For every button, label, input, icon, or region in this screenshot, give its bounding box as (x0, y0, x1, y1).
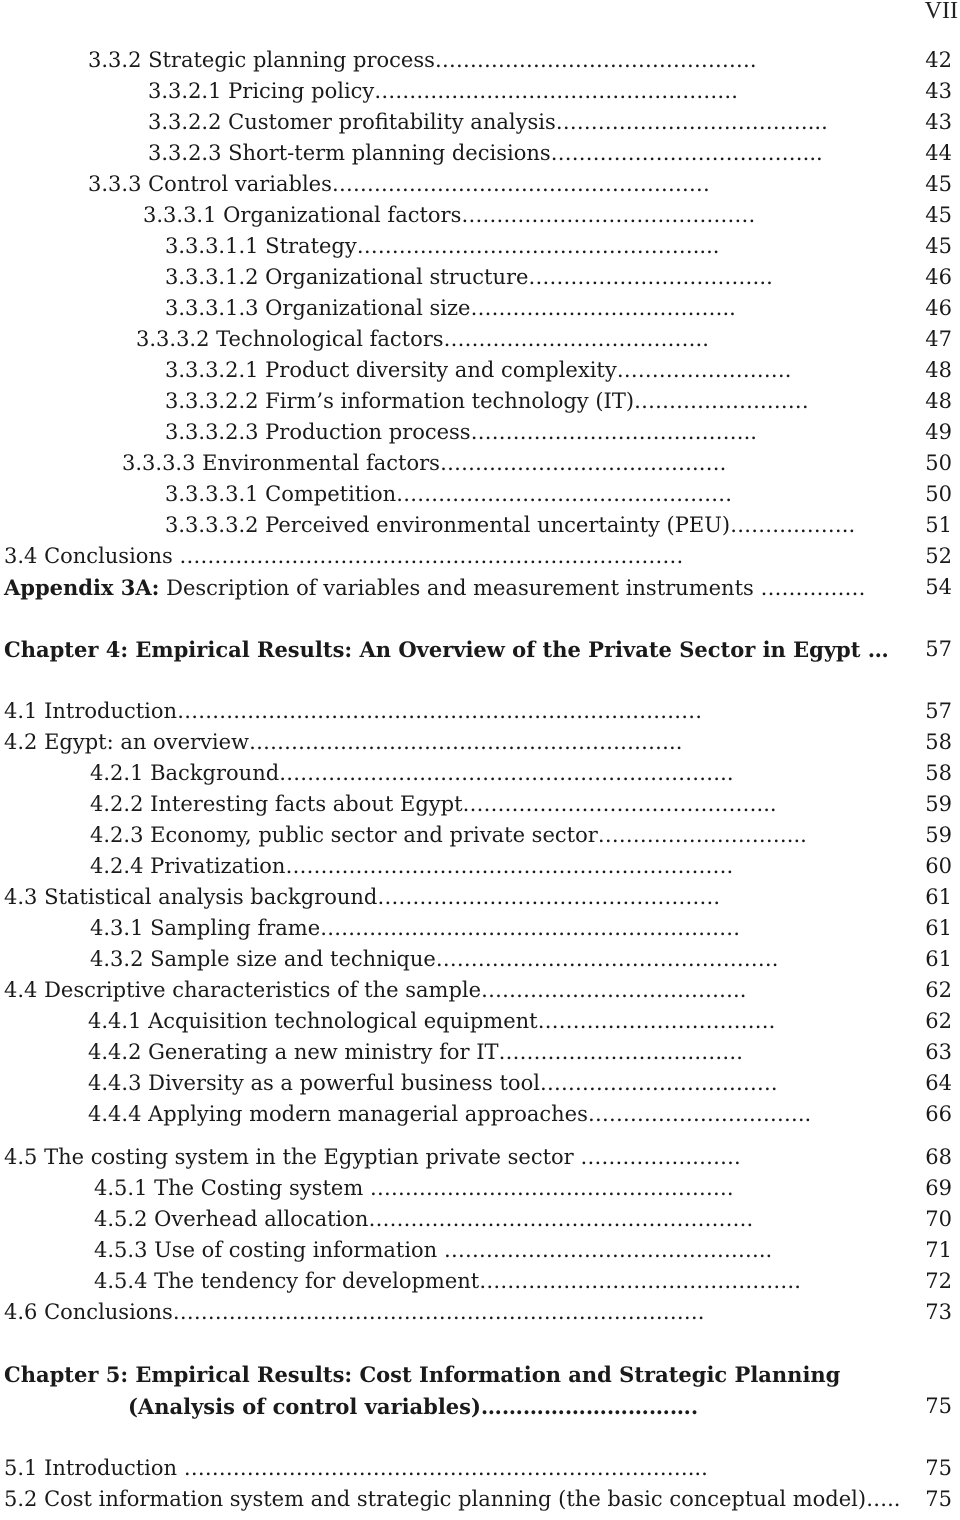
toc-entry-page: 62 (925, 978, 952, 1002)
toc-entry-page: 71 (925, 1238, 952, 1262)
toc-entry-page: 49 (925, 420, 952, 444)
toc-entry (0, 200, 960, 231)
toc-entry-page: 46 (925, 296, 952, 320)
toc-entry (0, 820, 960, 851)
toc-entry-title: 4.1 Introduction………………………………………………………………… (4, 699, 703, 723)
toc-entry (0, 386, 960, 417)
toc-entry (0, 975, 960, 1006)
toc-entry-title: 3.3.3.2.1 Product diversity and complexity……………………. (165, 358, 792, 382)
toc-entry-page: 75 (925, 1487, 952, 1511)
toc-entry-page: 64 (925, 1071, 952, 1095)
toc-entry-title: Chapter 5: Empirical Results: Cost Information and Strategic Planning (4, 1362, 841, 1387)
toc-entry (0, 851, 960, 882)
toc-entry-title: 3.3.3 Control variables……………………………………………… (88, 172, 710, 196)
toc-entry-title: 4.6 Conclusions…………………………………………………………………. (4, 1300, 705, 1324)
toc-entry (0, 1235, 960, 1266)
toc-entry (0, 1173, 960, 1204)
toc-entry-page: 62 (925, 1009, 952, 1033)
toc-entry (0, 696, 960, 727)
toc-entry-page: 68 (925, 1145, 952, 1169)
toc-entry-title: 3.3.3.3.1 Competition………………………………………… (165, 482, 733, 506)
toc-entry-page: 69 (925, 1176, 952, 1200)
toc-entry-page: 70 (925, 1207, 952, 1231)
toc-entry-title (4, 572, 865, 604)
toc-entry-title: 3.3.3.1.1 Strategy………………………………………….... (165, 234, 720, 258)
toc-entry-title: 4.5.2 Overhead allocation………………………………………………. (94, 1207, 754, 1231)
toc-entry-title: 4.4.3 Diversity as a powerful business tool……………………………. (88, 1071, 778, 1095)
toc-entry (0, 727, 960, 758)
toc-entry-page: 46 (925, 265, 952, 289)
toc-entry-page: 58 (925, 730, 952, 754)
toc-entry-page: 61 (925, 885, 952, 909)
toc-entry-title: Chapter 4: Empirical Results: An Overview of the Private Sector in Egypt … (4, 637, 889, 662)
toc-entry-title: 4.2.2 Interesting facts about Egypt……………………………………... (90, 792, 777, 816)
toc-entry-page: 45 (925, 234, 952, 258)
toc-entry (0, 1297, 960, 1328)
toc-entry-page: 63 (925, 1040, 952, 1064)
toc-entry (0, 1204, 960, 1235)
toc-entry (0, 1453, 960, 1484)
toc-chapter-heading (0, 634, 960, 665)
toc-entry-page: 43 (925, 110, 952, 134)
toc-entry-title: 3.3.3.2.2 Firm’s information technology (IT)……………….…… (165, 389, 809, 413)
toc-entry (0, 262, 960, 293)
toc-entry-title: 4.3.1 Sampling frame…………………………………………………… (90, 916, 741, 940)
toc-entry-title: 3.3.3.2 Technological factors……………………………….. (136, 327, 709, 351)
toc-entry-page: 50 (925, 482, 952, 506)
toc-entry-title: 3.3.2 Strategic planning process………………………………………. (88, 48, 757, 72)
toc-entry-page: 73 (925, 1300, 952, 1324)
toc-entry-page: 66 (925, 1102, 952, 1126)
toc-entry-page: 58 (925, 761, 952, 785)
toc-entry (0, 1099, 960, 1130)
toc-entry (0, 541, 960, 572)
toc-entry-title: 4.2.1 Background……………………………………………………….. (90, 761, 734, 785)
toc-entry (0, 1037, 960, 1068)
toc-entry (0, 479, 960, 510)
toc-entry-title: 3.3.3.1.3 Organizational size……………………………….. (165, 296, 736, 320)
toc-chapter-heading-cont (0, 1391, 960, 1422)
toc-entry (0, 417, 960, 448)
toc-entry-title: 5.2 Cost information system and strategic planning (the basic conceptual model)….. (4, 1487, 901, 1511)
toc-entry-page: 52 (925, 544, 952, 568)
toc-entry (0, 1142, 960, 1173)
appendix-label: Appendix 3A: (4, 575, 160, 600)
toc-entry-page: 57 (925, 699, 952, 723)
toc-entry-page: 44 (925, 141, 952, 165)
toc-entry-page: 75 (925, 1394, 952, 1418)
toc-entry-page: 61 (925, 916, 952, 940)
toc-entry-page: 60 (925, 854, 952, 878)
toc-entry-page: 75 (925, 1456, 952, 1480)
toc-entry (0, 138, 960, 169)
toc-entry-title: 5.1 Introduction ………………………………………………………………... (4, 1456, 708, 1480)
toc-entry (0, 448, 960, 479)
toc-entry-title: 3.4 Conclusions ……………………………………………………………… (4, 544, 684, 568)
toc-entry-page: 51 (925, 513, 952, 537)
toc-entry-title: 4.4.4 Applying modern managerial approaches………………………….. (88, 1102, 812, 1126)
toc-entry-page: 48 (925, 358, 952, 382)
toc-entry-page: 48 (925, 389, 952, 413)
toc-entry (0, 1068, 960, 1099)
toc-entry-title: 4.3.2 Sample size and technique…………………………………………. (90, 947, 779, 971)
toc-entry-title: 4.5 The costing system in the Egyptian private sector …………….……. (4, 1145, 741, 1169)
toc-entry-page: 59 (925, 792, 952, 816)
toc-entry (0, 758, 960, 789)
toc-entry-title: 4.2 Egypt: an overview…………………………………………………….. (4, 730, 683, 754)
toc-entry (0, 944, 960, 975)
toc-entry-title: 4.5.4 The tendency for development………………………………………. (94, 1269, 801, 1293)
toc-entry-title: 4.4.2 Generating a new ministry for IT……………………….……. (88, 1040, 743, 1064)
toc-entry (0, 231, 960, 262)
toc-entry-title: 4.4 Descriptive characteristics of the sample……………………………….. (4, 978, 747, 1002)
toc-entry-title: 3.3.3.1 Organizational factors…………………………………… (143, 203, 756, 227)
toc-entry (0, 913, 960, 944)
toc-entry-page: 59 (925, 823, 952, 847)
toc-entry-title: 3.3.3.2.3 Production process………………………………….. (165, 420, 757, 444)
toc-entry (0, 882, 960, 913)
toc-entry-title: 4.5.3 Use of costing information ……………………………………….. (94, 1238, 773, 1262)
toc-entry (0, 76, 960, 107)
toc-entry-page: 61 (925, 947, 952, 971)
toc-entry-page: 47 (925, 327, 952, 351)
toc-entry-appendix (0, 572, 960, 603)
toc-entry-page: 57 (925, 637, 952, 661)
toc-entry (0, 1484, 960, 1515)
toc-entry-title: 4.3 Statistical analysis background…………………………………………. (4, 885, 721, 909)
toc-entry (0, 1266, 960, 1297)
appendix-text: Description of variables and measurement instruments …………… (159, 576, 866, 600)
page-number: VII (924, 0, 958, 24)
toc-entry-title: 4.2.3 Economy, public sector and private sector………………………... (90, 823, 807, 847)
toc-entry-page: 54 (925, 575, 952, 599)
toc-entry-title: 3.3.2.1 Pricing policy……………………………………………. (148, 79, 738, 103)
toc-entry (0, 293, 960, 324)
toc-entry-page: 42 (925, 48, 952, 72)
toc-entry-title: 4.5.1 The Costing system ……………………………………………. (94, 1176, 734, 1200)
toc-entry (0, 1006, 960, 1037)
toc-entry-page: 43 (925, 79, 952, 103)
toc-entry-title: 3.3.3.1.2 Organizational structure…………………………….. (165, 265, 773, 289)
toc-entry-title: (Analysis of control variables)…………………………. (128, 1394, 699, 1419)
toc-entry-page: 45 (925, 203, 952, 227)
toc-entry (0, 510, 960, 541)
toc-entry-title: 3.3.2.3 Short-term planning decisions………………………………... (148, 141, 823, 165)
toc-entry (0, 45, 960, 76)
toc-entry (0, 355, 960, 386)
toc-entry (0, 169, 960, 200)
toc-entry (0, 789, 960, 820)
toc-entry (0, 107, 960, 138)
toc-chapter-heading (0, 1359, 960, 1390)
toc-entry-page: 72 (925, 1269, 952, 1293)
toc-entry-page: 45 (925, 172, 952, 196)
toc-entry-title: 3.3.3.3.2 Perceived environmental uncertainty (PEU)……….…….. (165, 513, 856, 537)
toc-entry-title: 3.3.3.3 Environmental factors……………………………….…. (122, 451, 727, 475)
toc-entry-page: 50 (925, 451, 952, 475)
toc-entry-title: 4.4.1 Acquisition technological equipment……………………………. (88, 1009, 776, 1033)
toc-entry-title: 4.2.4 Privatization………………………………………………………. (90, 854, 734, 878)
toc-entry (0, 324, 960, 355)
toc-entry-title: 3.3.2.2 Customer profitability analysis………………………………... (148, 110, 828, 134)
